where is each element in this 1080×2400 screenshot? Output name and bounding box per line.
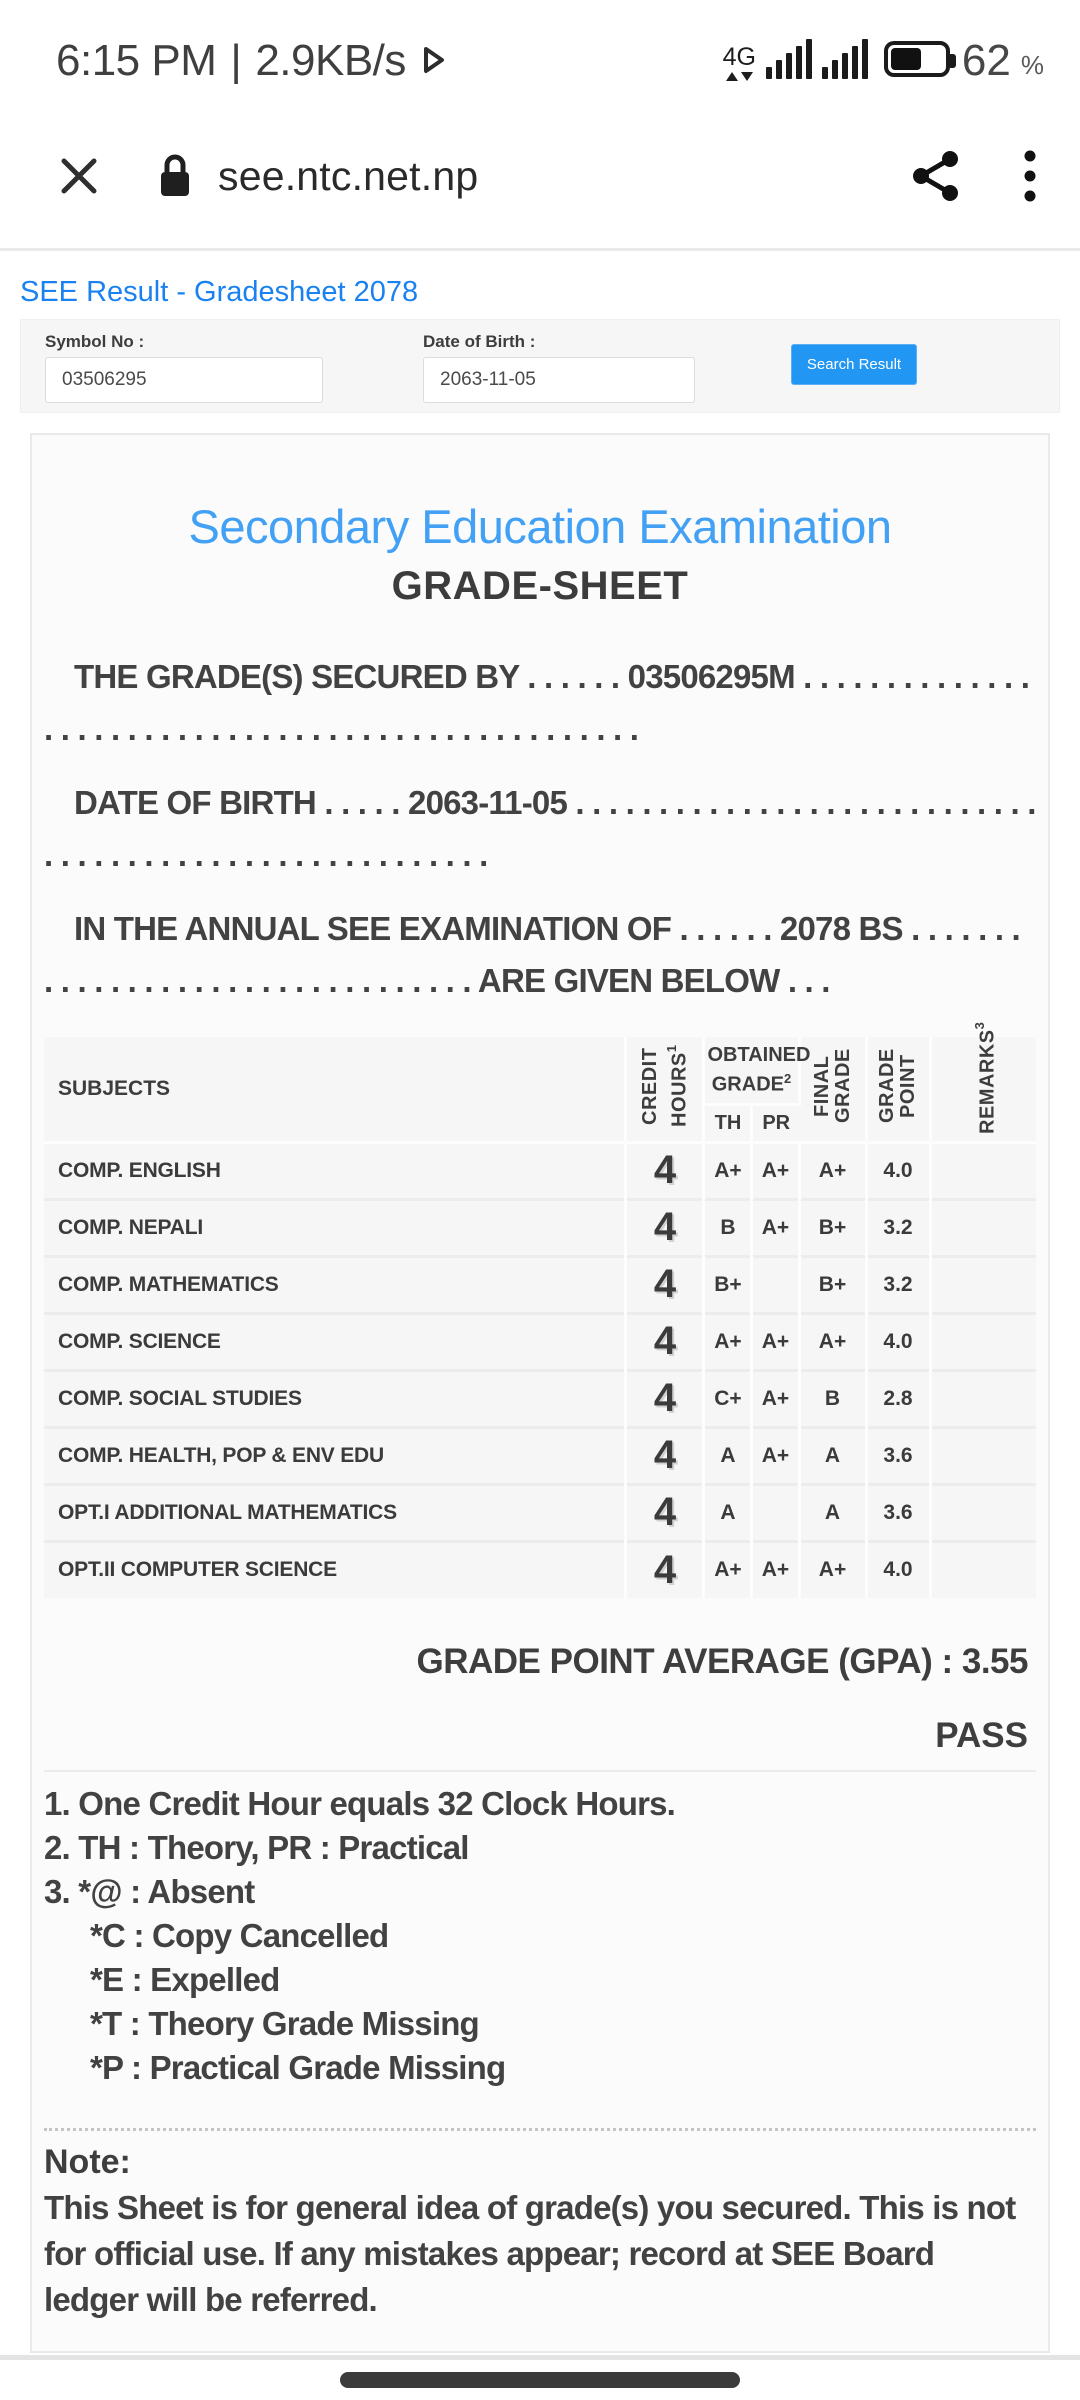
header-subjects: SUBJECTS <box>44 1037 626 1142</box>
signal-sim1-icon <box>766 39 812 79</box>
date-of-birth-line: DATE OF BIRTH . . . . . 2063-11-05 . . . . . . . . . . . . . . . . . . . . . . . . . . . . . . . . . . . . . . . . . . . . . . . . . . . . . . . <box>44 784 1036 873</box>
cell-credit: 4 <box>626 1256 704 1313</box>
note-body: This Sheet is for general idea of grade(s) you secured. This is not for official use. If any mistakes appear; record at SEE Board ledger will be referred. <box>44 2189 1016 2319</box>
header-credit-hours: CREDIT HOURS$^1$ <box>626 1037 704 1142</box>
cell-final: A+ <box>799 1313 866 1370</box>
header-grade-point: GRADE POINT <box>866 1037 930 1142</box>
footnote-line: 3. *@ : Absent <box>44 1873 255 1911</box>
symbol-field <box>45 332 323 403</box>
cell-pr: A+ <box>752 1313 799 1370</box>
cell-subject: COMP. ENGLISH <box>44 1142 626 1199</box>
header-obtained-grade: OBTAINED GRADE$^2$ <box>704 1037 799 1104</box>
browser-toolbar <box>0 112 1080 251</box>
table-row <box>44 1142 1036 1199</box>
cell-subject: COMP. HEALTH, POP & ENV EDU <box>44 1427 626 1484</box>
grades-table <box>44 1021 1036 1598</box>
cell-th: A <box>704 1484 752 1541</box>
cell-credit: 4 <box>626 1427 704 1484</box>
table-row <box>44 1427 1036 1484</box>
cell-remarks <box>930 1256 1036 1313</box>
cell-remarks <box>930 1427 1036 1484</box>
cell-point: 3.6 <box>866 1427 930 1484</box>
cell-point: 4.0 <box>866 1313 930 1370</box>
home-indicator[interactable] <box>340 2372 740 2388</box>
cell-credit: 4 <box>626 1313 704 1370</box>
table-row <box>44 1256 1036 1313</box>
dotted-divider <box>44 2128 1036 2131</box>
footnote-line: 1. One Credit Hour equals 32 Clock Hours. <box>44 1785 676 1823</box>
footnote-line: *T : Theory Grade Missing <box>90 2005 479 2043</box>
cell-pr <box>752 1256 799 1313</box>
footnotes <box>44 1782 1036 2090</box>
gradesheet-card <box>30 433 1050 2353</box>
cell-credit: 4 <box>626 1199 704 1256</box>
cell-remarks <box>930 1370 1036 1427</box>
header-th: TH <box>704 1104 752 1142</box>
table-row <box>44 1484 1036 1541</box>
data-arrows-icon <box>726 72 753 81</box>
menu-kebab-icon[interactable] <box>1024 148 1036 204</box>
cell-final: A+ <box>799 1541 866 1598</box>
divider <box>44 1770 1036 1772</box>
result-page-link[interactable]: SEE Result - Gradesheet 2078 <box>20 276 419 308</box>
header-final-grade: FINAL GRADE <box>799 1037 866 1142</box>
cell-credit: 4 <box>626 1541 704 1598</box>
share-icon[interactable] <box>912 150 960 202</box>
cell-th: B <box>704 1199 752 1256</box>
cell-remarks <box>930 1313 1036 1370</box>
lock-icon <box>158 154 192 198</box>
status-left <box>56 36 448 86</box>
cell-point: 2.8 <box>866 1370 930 1427</box>
cell-final: A <box>799 1427 866 1484</box>
cell-point: 4.0 <box>866 1142 930 1199</box>
cell-th: C+ <box>704 1370 752 1427</box>
table-row <box>44 1370 1036 1427</box>
cell-final: B+ <box>799 1199 866 1256</box>
examination-line: IN THE ANNUAL SEE EXAMINATION OF . . . . . . 2078 BS . . . . . . . . . . . . . . . . . . . . . . . . . . . . . . . . . ARE GIVEN BELOW . . . <box>44 910 1020 999</box>
dob-field <box>423 332 695 403</box>
secured-by-line: THE GRADE(S) SECURED BY . . . . . . 03506295M . . . . . . . . . . . . . . . . . . . . . . . . . . . . . . . . . . . . . . . . . . . . . . . . . . <box>44 658 1030 747</box>
cell-th: B+ <box>704 1256 752 1313</box>
cell-th: A+ <box>704 1541 752 1598</box>
cell-subject: COMP. MATHEMATICS <box>44 1256 626 1313</box>
cell-final: A <box>799 1484 866 1541</box>
cell-remarks <box>930 1142 1036 1199</box>
cell-subject: COMP. SOCIAL STUDIES <box>44 1370 626 1427</box>
search-result-button[interactable]: Search Result <box>791 344 917 385</box>
symbol-input[interactable] <box>45 357 323 403</box>
cell-point: 4.0 <box>866 1541 930 1598</box>
table-row <box>44 1541 1036 1598</box>
cell-subject: COMP. NEPALI <box>44 1199 626 1256</box>
status-net-speed: 2.9KB/s <box>255 36 406 85</box>
cell-remarks <box>930 1199 1036 1256</box>
cell-subject: COMP. SCIENCE <box>44 1313 626 1370</box>
url-text[interactable]: see.ntc.net.np <box>218 152 479 199</box>
gpa-line: GRADE POINT AVERAGE (GPA) : 3.55 <box>416 1642 1028 1682</box>
status-time: 6:15 PM <box>56 36 217 85</box>
footnote-line: *C : Copy Cancelled <box>90 1917 389 1955</box>
footnote-line: 2. TH : Theory, PR : Practical <box>44 1829 469 1867</box>
header-remarks: REMARKS$^3$ <box>930 1037 1036 1142</box>
cell-point: 3.6 <box>866 1484 930 1541</box>
dob-label: Date of Birth : <box>423 332 536 351</box>
battery-icon <box>884 41 950 77</box>
cell-th: A <box>704 1427 752 1484</box>
cell-final: B <box>799 1370 866 1427</box>
gradesheet-title: Secondary Education Examination <box>188 500 892 553</box>
network-activity-icon <box>422 36 448 86</box>
status-separator: | <box>230 36 242 85</box>
signal-sim2-icon <box>822 39 868 79</box>
footnote-line: *E : Expelled <box>90 1961 280 1999</box>
gesture-bar-area <box>0 2360 1080 2400</box>
cell-th: A+ <box>704 1142 752 1199</box>
web-page <box>0 251 1080 2355</box>
cell-point: 3.2 <box>866 1256 930 1313</box>
cell-final: B+ <box>799 1256 866 1313</box>
cell-th: A+ <box>704 1313 752 1370</box>
cell-subject: OPT.I ADDITIONAL MATHEMATICS <box>44 1484 626 1541</box>
close-icon[interactable] <box>56 153 102 199</box>
note-title: Note: <box>44 2143 131 2182</box>
symbol-label: Symbol No : <box>45 332 145 351</box>
cell-credit: 4 <box>626 1142 704 1199</box>
cell-pr: A+ <box>752 1541 799 1598</box>
cell-final: A+ <box>799 1142 866 1199</box>
grades-table-body <box>44 1142 1036 1598</box>
gradesheet-subtitle: GRADE-SHEET <box>391 564 689 608</box>
status-right <box>722 36 1044 85</box>
cell-credit: 4 <box>626 1370 704 1427</box>
cell-point: 3.2 <box>866 1199 930 1256</box>
cell-pr: A+ <box>752 1199 799 1256</box>
dob-input[interactable] <box>423 357 695 403</box>
status-bar <box>0 0 1080 112</box>
cell-remarks <box>930 1484 1036 1541</box>
network-type-label: 4G <box>723 45 756 81</box>
table-row <box>44 1199 1036 1256</box>
header-pr: PR <box>752 1104 799 1142</box>
footnote-line: *P : Practical Grade Missing <box>90 2049 506 2087</box>
cell-remarks <box>930 1541 1036 1598</box>
battery-percent-sign: % <box>1020 50 1044 80</box>
cell-credit: 4 <box>626 1484 704 1541</box>
cell-pr: A+ <box>752 1142 799 1199</box>
table-row <box>44 1313 1036 1370</box>
battery-percent: 62 <box>961 36 1011 85</box>
cell-pr <box>752 1484 799 1541</box>
search-form <box>20 319 1060 413</box>
cell-pr: A+ <box>752 1370 799 1427</box>
result-status: PASS <box>935 1716 1028 1756</box>
cell-subject: OPT.II COMPUTER SCIENCE <box>44 1541 626 1598</box>
cell-pr: A+ <box>752 1427 799 1484</box>
